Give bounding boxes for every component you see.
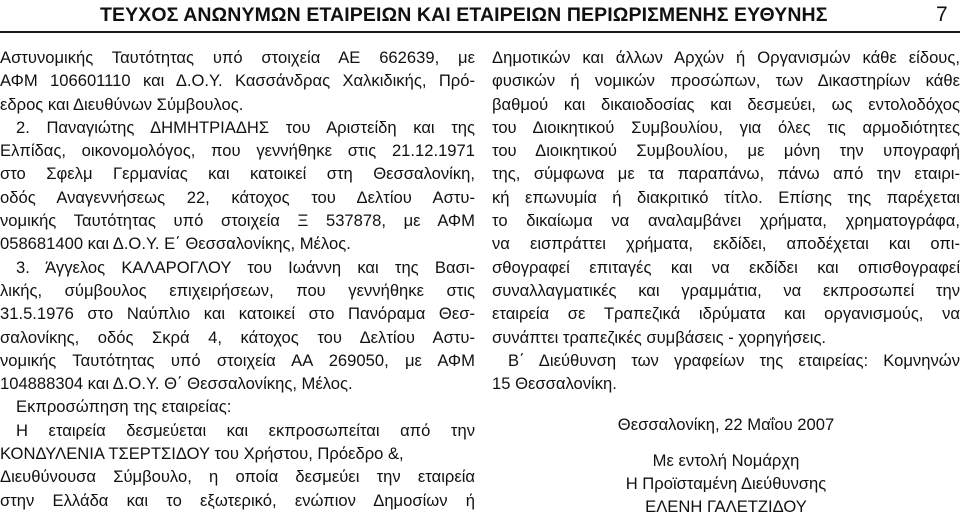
text-line: 104888304 και Δ.Ο.Υ. Θ΄ Θεσσαλονίκης, Μέλος. xyxy=(0,374,353,394)
text-line: Η εταιρεία δεσμεύεται και εκπροσωπείται από την xyxy=(16,420,475,440)
text-line: το δικαίωμα να αναλαμβάνει χρήματα, χρηματογράφα, xyxy=(492,211,960,231)
text-line: Ελπίδας, οικονομολόγος, που γεννήθηκε στις 21.12.1971 xyxy=(0,141,475,161)
header-divider xyxy=(0,31,960,33)
text-line: εδρος και Διευθύνων Σύμβουλος. xyxy=(0,94,244,114)
left-column xyxy=(0,46,475,512)
mandate-line: Με εντολή Νομάρχη xyxy=(652,450,800,470)
text-line: ΑΦΜ 106601110 και Δ.Ο.Υ. Κασσάνδρας Χαλκιδικής, Πρό- xyxy=(0,71,475,91)
text-line: σαλονίκης, οδός Σκρά 4, κάτοχος του Δελτίου Αστυ- xyxy=(0,327,475,347)
signatory-name: ΕΛΕΝΗ ΓΑΛΕΤΖΙΔΟΥ xyxy=(645,497,807,517)
address-line: Β΄ Διεύθυνση των γραφείων της εταιρείας: Κομνηνών xyxy=(508,350,960,370)
text-line: κή επωνυμία ή διακριτικό τίτλο. Επίσης της παρέχεται xyxy=(492,187,960,207)
text-line: συναλλαγματικές και γραμμάτια, να εκπροσωπεί την xyxy=(492,280,960,300)
text-line: Δημοτικών και άλλων Αρχών ή Οργανισμών κάθε είδους, xyxy=(492,48,960,67)
text-line: βαθμού και δικαιοδοσίας και δεσμεύει, ως εντολοδόχος xyxy=(492,94,960,114)
text-line: να εισπράττει χρήματα, εκδίδει, αποδέχεται και οπι- xyxy=(492,234,960,254)
text-line: του Διοικητικού Συμβουλίου, με μόνη την υπογραφή xyxy=(492,141,960,161)
spacer xyxy=(492,395,960,413)
right-column xyxy=(492,46,960,519)
text-line: 3. Άγγελος ΚΑΛΑΡΟΓΛΟΥ του Ιωάννη και της Βασι- xyxy=(16,257,475,277)
text-line: στην Ελλάδα και το εξωτερικό, ενώπιον Δημοσίων ή xyxy=(0,490,475,510)
representation-heading: Εκπροσώπηση της εταιρείας: xyxy=(16,397,232,417)
address-city: 15 Θεσσαλονίκη. xyxy=(492,374,617,394)
page-header xyxy=(0,0,960,32)
text-line: εταιρεία σε Τραπεζικά ιδρύματα και οργανισμούς, να xyxy=(492,304,960,324)
text-line: του Διοικητικού Συμβουλίου, για όλες τις αρμοδιότητες xyxy=(492,117,960,137)
signatory-role: Η Προϊσταμένη Διεύθυνσης xyxy=(625,474,827,494)
text-line: φυσικών ή νομικών προσώπων, των Δικαστηρίων κάθε xyxy=(492,71,960,91)
text-line: 2. Παναγιώτης ΔΗΜΗΤΡΙΑΔΗΣ του Αριστείδη και της xyxy=(16,117,475,137)
text-line: 058681400 και Δ.Ο.Υ. Ε΄ Θεσσαλονίκης, Μέλος. xyxy=(0,234,351,254)
signature-block xyxy=(492,413,960,518)
text-line: ΚΟΝΔΥΛΕΝΙΑ ΤΣΕΡΤΣΙΔΟΥ του Χρήστου, Πρόεδρο &, xyxy=(0,444,404,464)
place-date: Θεσσαλονίκη, 22 Μαΐου 2007 xyxy=(617,415,835,435)
text-line: 31.5.1976 στο Ναύπλιο και κατοικεί στο Πανόραμα Θεσ- xyxy=(0,304,475,324)
text-line: στο Σφελμ Γερμανίας και κατοικεί στη Θεσσαλονίκη, xyxy=(0,164,475,184)
spacer xyxy=(492,437,960,449)
page-number: 7 xyxy=(936,3,948,26)
gazette-title: ΤΕΥΧΟΣ ΑΝΩΝΥΜΩΝ ΕΤΑΙΡΕΙΩΝ ΚΑΙ ΕΤΑΙΡΕΙΩΝ ΠΕΡΙΩΡΙΣΜΕΝΗΣ ΕΥΘΥΝΗΣ xyxy=(100,4,828,26)
text-line: Διευθύνουσα Σύμβουλο, η οποία δεσμεύει την εταιρεία xyxy=(0,467,475,487)
text-line: σθογραφεί επιταγές και να εκδίδει και οπισθογραφεί xyxy=(492,257,960,277)
text-line: λικής, σύμβουλος επιχειρήσεων, που γεννήθηκε στις xyxy=(0,280,475,300)
text-line: συνάπτει τραπεζικές συμβάσεις - χορηγήσεις. xyxy=(492,327,827,347)
text-line: της, σύμφωνα με τα παραπάνω, πάνω από την εταιρι- xyxy=(492,164,960,184)
text-line: οδός Αναγεννήσεως 22, κάτοχος του Δελτίου Αστυ- xyxy=(0,187,475,207)
text-line: Αστυνομικής Ταυτότητας υπό στοιχεία ΑΕ 662639, με xyxy=(0,48,475,67)
text-line: νομικής Ταυτότητας υπό στοιχεία ΑΑ 269050, με ΑΦΜ xyxy=(0,350,475,370)
text-line: νομικής Ταυτότητας υπό στοιχεία Ξ 537878, με ΑΦΜ xyxy=(0,211,475,231)
